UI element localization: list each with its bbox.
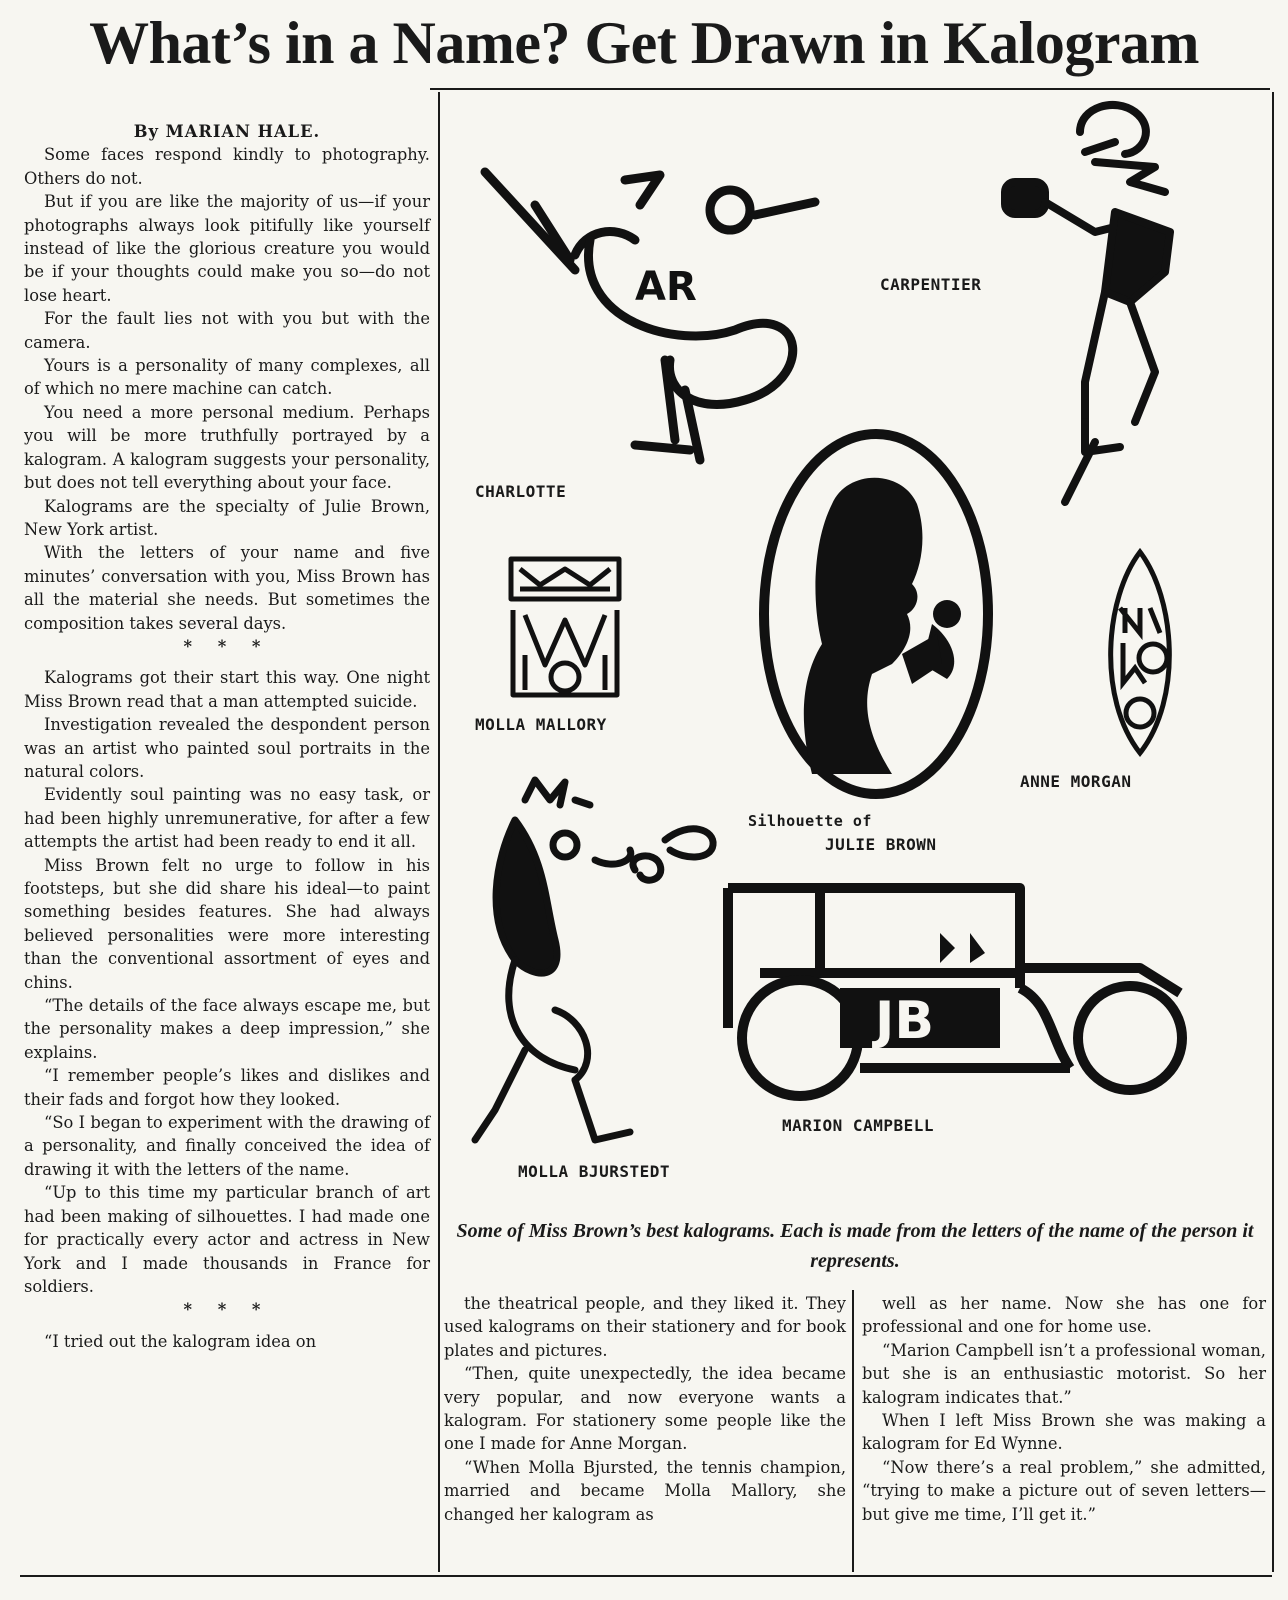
paragraph: “Marion Campbell isn’t a professional woman, but she is an enthusiastic motorist. So her kalogram indicates that.” xyxy=(862,1340,1266,1407)
paragraph: Kalograms are the specialty of Julie Brown, New York artist. xyxy=(24,496,430,539)
paragraph: “Now there’s a real problem,” she admitted, “trying to make a picture out of seven letters—but give me time, I’ll get it.” xyxy=(862,1457,1266,1524)
paragraph: Yours is a personality of many complexes, all of which no mere machine can catch. xyxy=(24,356,430,399)
article-column-2 xyxy=(444,1292,846,1526)
label-molla-bjurstedt: MOLLA BJURSTEDT xyxy=(518,1162,670,1181)
label-carpentier: CARPENTIER xyxy=(880,275,982,294)
label-charlotte: CHARLOTTE xyxy=(475,482,567,501)
paragraph: well as her name. Now she has one for professional and one for home use. xyxy=(862,1294,1266,1337)
paragraph: “I tried out the kalogram idea on xyxy=(44,1331,317,1351)
paragraph: You need a more personal medium. Perhaps you will be more truthfully portrayed by a kalogram. A kalogram suggests your personality, but does not tell everything about your face. xyxy=(24,402,430,493)
label-anne-morgan: ANNE MORGAN xyxy=(1020,772,1132,791)
paragraph: “Up to this time my particular branch of art had been making of silhouettes. I had made one for practically every actor and actress in New York and I made thousands in France for soldiers. xyxy=(24,1183,430,1296)
julie-brown-silhouette xyxy=(752,424,1000,804)
paragraph: Miss Brown felt no urge to follow in his footsteps, but she did share his ideal—to paint something besides features. She had always believed personalities were more interesting than the conventional assortment of eyes and chins. xyxy=(24,855,430,992)
paragraph: For the fault lies not with you but with the camera. xyxy=(24,309,430,352)
article-column-3 xyxy=(862,1292,1266,1526)
paragraph: the theatrical people, and they liked it. They used kalograms on their stationery and for book plates and pictures. xyxy=(444,1294,846,1360)
paragraph: Investigation revealed the despondent person was an artist who painted soul portraits in the natural colors. xyxy=(24,715,430,781)
paragraph: Some faces respond kindly to photography. Others do not. xyxy=(24,145,430,188)
bottom-rule xyxy=(20,1575,1272,1577)
paragraph: “I remember people’s likes and dislikes and their fads and forgot how they looked. xyxy=(24,1066,430,1109)
column-rule-middle xyxy=(852,1290,854,1572)
charlotte-letters: AR xyxy=(635,264,697,310)
paragraph: “Then, quite unexpectedly, the idea became very popular, and now everyone wants a kalogram. For stationery some people like the one I made for Anne Morgan. xyxy=(444,1364,846,1454)
paragraph: Evidently soul painting was no easy task, or had been highly unremunerative, for after a few attempts the artist had been ready to end it all. xyxy=(24,785,430,852)
paragraph: “The details of the face always escape me, but the personality makes a deep impression,” she explains. xyxy=(24,996,430,1062)
paragraph: “When Molla Bjursted, the tennis champion, married and became Molla Mallory, she changed her kalogram as xyxy=(444,1457,846,1524)
column-rule-right xyxy=(1272,92,1274,1572)
headline-rule xyxy=(430,88,1270,90)
article-column-1 xyxy=(24,120,430,1353)
label-julie-brown: JULIE BROWN xyxy=(825,835,937,854)
molla-mallory-kalogram xyxy=(505,555,625,705)
section-separator-2: * * * xyxy=(183,1300,271,1320)
label-molla-mallory: MOLLA MALLORY xyxy=(475,715,607,734)
byline: By MARIAN HALE. xyxy=(133,122,321,141)
paragraph: But if you are like the majority of us—if your photographs always look pitifully like yourself instead of like the glorious creature you would be if your thoughts could make you so—do not lose heart. xyxy=(24,192,430,305)
paragraph: With the letters of your name and five minutes’ conversation with you, Miss Brown has all the material she needs. But sometimes the composition takes several days. xyxy=(24,543,430,633)
section-separator: * * * xyxy=(183,636,271,656)
anne-morgan-kalogram xyxy=(1095,548,1185,758)
figure-caption: Some of Miss Brown’s best kalograms. Each is made from the letters of the name of the person it represents. xyxy=(456,1220,1254,1272)
molla-bjurstedt-kalogram xyxy=(455,760,725,1160)
headline: What’s in a Name? Get Drawn in Kalogram xyxy=(89,10,1199,76)
paragraph: When I left Miss Brown she was making a kalogram for Ed Wynne. xyxy=(862,1411,1266,1454)
marion-campbell-kalogram xyxy=(720,878,1210,1118)
label-silhouette-of: Silhouette of xyxy=(748,812,872,830)
car-letters: JB xyxy=(875,991,934,1051)
column-rule-left xyxy=(438,92,440,1572)
carpentier-kalogram xyxy=(985,92,1195,522)
label-marion-campbell: MARION CAMPBELL xyxy=(782,1116,934,1135)
paragraph: “So I began to experiment with the drawing of a personality, and finally conceived the idea of drawing it with the letters of the name. xyxy=(24,1113,430,1179)
paragraph: Kalograms got their start this way. One night Miss Brown read that a man attempted suicide. xyxy=(24,668,430,711)
